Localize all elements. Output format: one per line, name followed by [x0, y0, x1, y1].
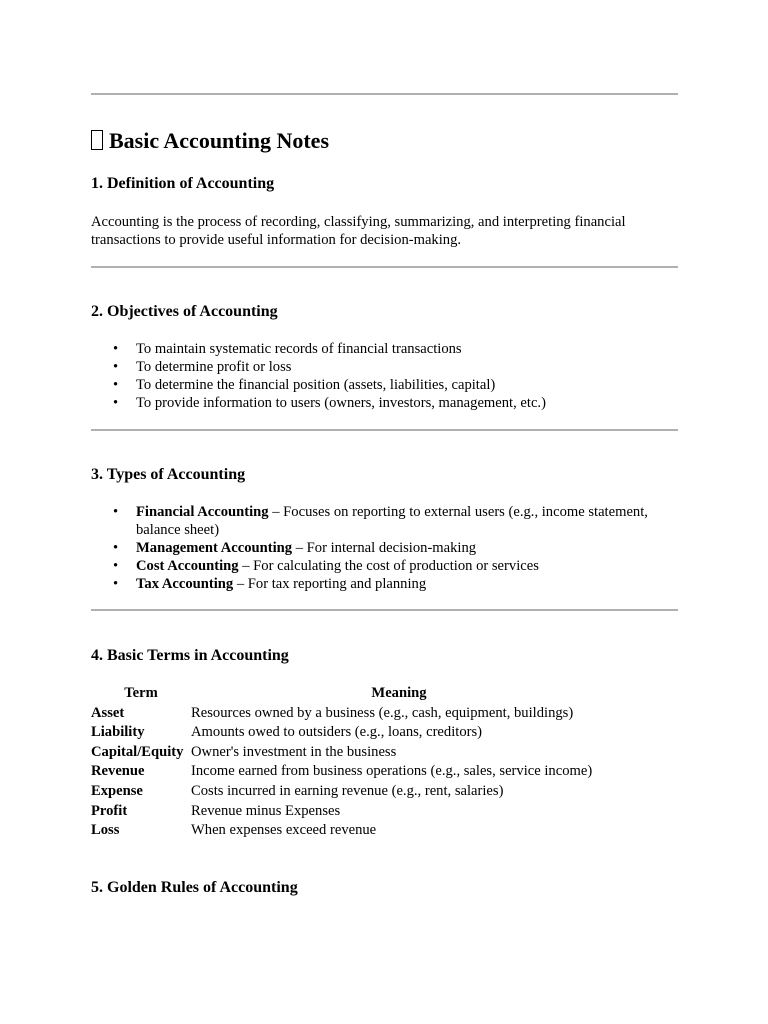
list-item: [136, 575, 678, 593]
term-cell: Liability: [91, 724, 145, 741]
meaning-cell: Costs incurred in earning revenue (e.g., rent, salaries): [191, 782, 504, 799]
terms-table: [91, 684, 607, 841]
term-cell: Asset: [91, 704, 125, 721]
golden-rules-heading: 5. Golden Rules of Accounting: [91, 879, 298, 896]
list-item: • To determine profit or loss: [136, 358, 678, 376]
meaning-cell: Amounts owed to outsiders (e.g., loans, creditors): [191, 724, 483, 741]
section-divider: [91, 609, 678, 611]
table-row: [91, 782, 607, 802]
term-column-header: Term: [124, 685, 158, 701]
table-row: [91, 704, 607, 724]
term-cell: Loss: [91, 822, 120, 839]
type-term: Financial Accounting: [136, 504, 269, 520]
term-cell: Expense: [91, 782, 143, 799]
meaning-cell: Resources owned by a business (e.g., cash, equipment, buildings): [191, 704, 574, 721]
definition-heading: 1. Definition of Accounting: [91, 175, 275, 192]
table-header-row: [91, 684, 607, 704]
list-item: [136, 557, 678, 575]
type-desc: – For tax reporting and planning: [233, 576, 427, 592]
type-desc: – Focuses on reporting to external users (e.g., income statement, balance sheet): [136, 504, 648, 538]
top-divider: [91, 93, 678, 95]
list-item: • To provide information to users (owners, investors, management, etc.): [136, 394, 678, 412]
types-heading: 3. Types of Accounting: [91, 466, 246, 483]
list-item: • To maintain systematic records of financial transactions: [136, 340, 678, 358]
list-item: • To determine the financial position (assets, liabilities, capital): [136, 376, 678, 394]
definition-text: Accounting is the process of recording, classifying, summarizing, and interpreting financial transactions to provide useful information for decision-making.: [91, 214, 626, 248]
type-term: Management Accounting: [136, 540, 293, 556]
meaning-cell: When expenses exceed revenue: [191, 822, 377, 839]
objectives-heading: 2. Objectives of Accounting: [91, 303, 278, 320]
list-item: [136, 503, 678, 539]
meaning-cell: Owner's investment in the business: [191, 743, 397, 760]
section-divider: [91, 429, 678, 431]
meaning-column-header: Meaning: [371, 685, 427, 701]
type-term: Tax Accounting: [136, 576, 234, 592]
list-item: [136, 539, 678, 557]
terms-heading: 4. Basic Terms in Accounting: [91, 647, 289, 664]
type-term: Cost Accounting: [136, 558, 239, 574]
type-desc: – For internal decision-making: [292, 540, 477, 556]
table-row: [91, 743, 607, 763]
term-cell: Revenue: [91, 763, 145, 780]
page-title-text: Basic Accounting Notes: [109, 128, 329, 153]
types-list: [91, 503, 678, 593]
page-title: [91, 128, 329, 154]
missing-glyph-icon: [91, 130, 103, 150]
table-row: [91, 723, 607, 743]
section-divider: [91, 266, 678, 268]
objectives-list: [91, 340, 678, 412]
meaning-cell: Income earned from business operations (e.g., sales, service income): [191, 763, 593, 780]
table-row: [91, 821, 607, 841]
meaning-cell: Revenue minus Expenses: [191, 802, 341, 819]
type-desc: – For calculating the cost of production or services: [238, 558, 539, 574]
term-cell: Profit: [91, 802, 128, 819]
table-row: [91, 762, 607, 782]
table-row: [91, 802, 607, 822]
term-cell: Capital/Equity: [91, 743, 184, 760]
